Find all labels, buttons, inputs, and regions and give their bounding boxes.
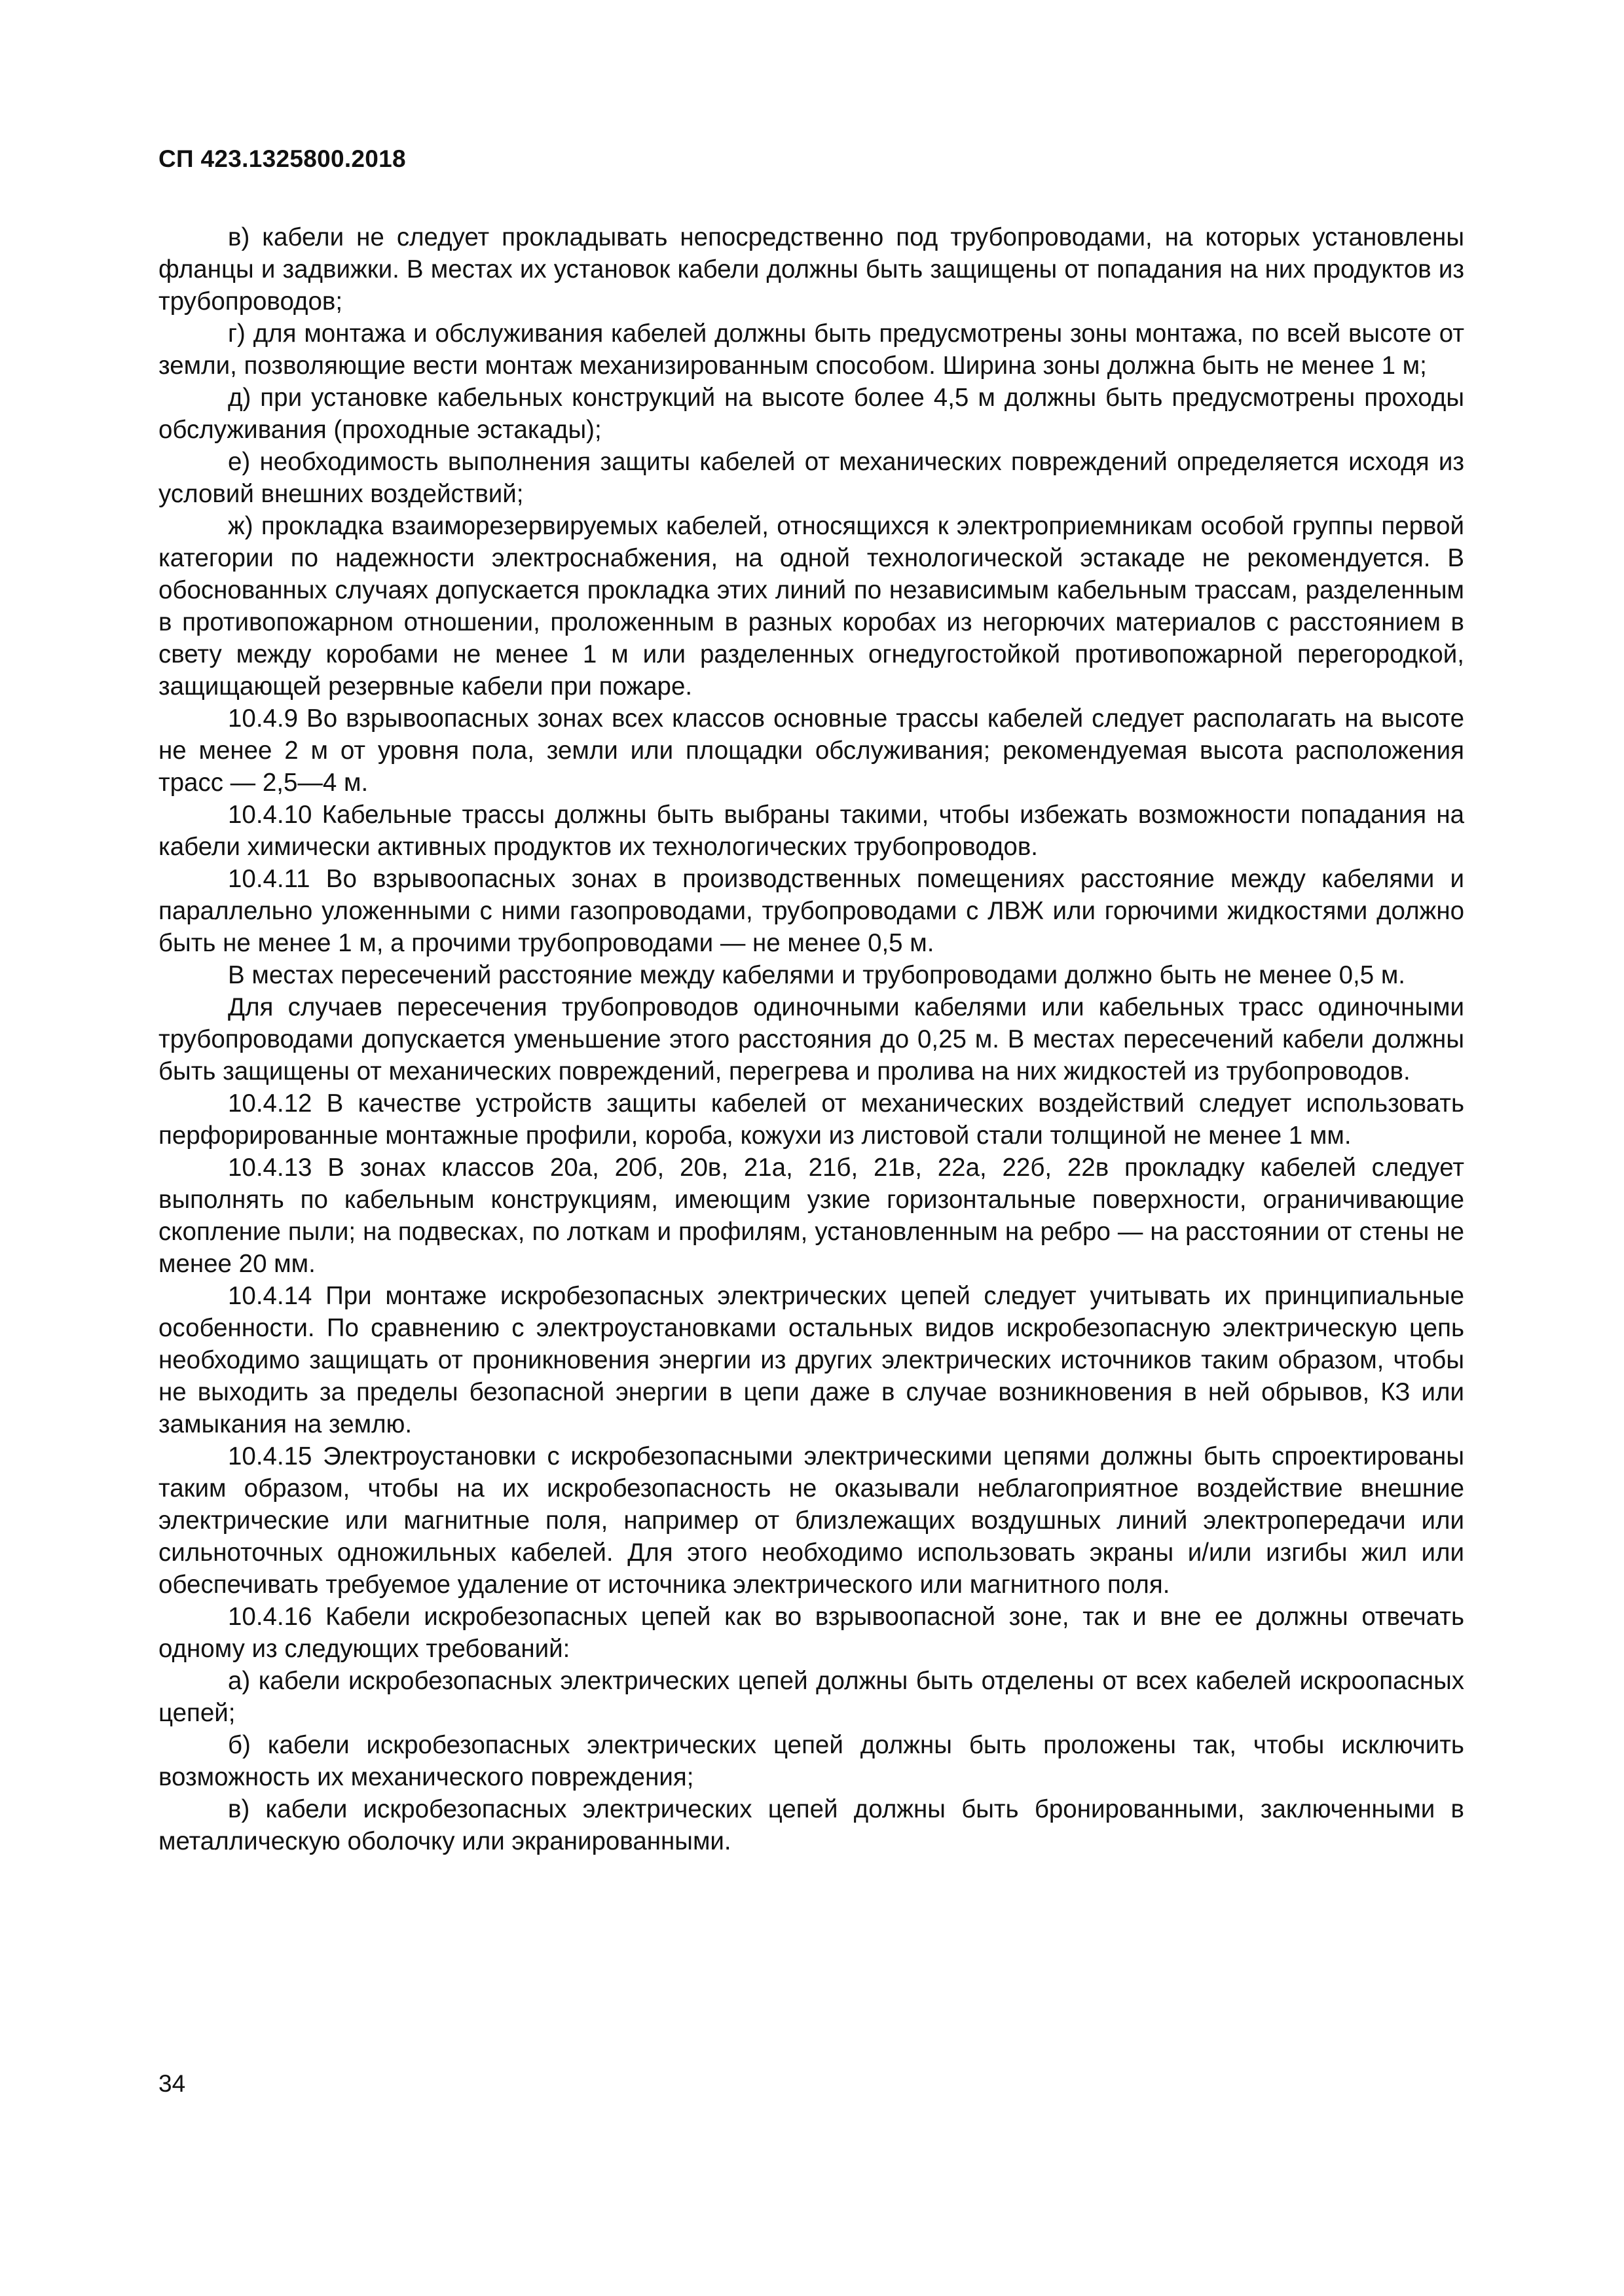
paragraph-10-4-12: 10.4.12 В качестве устройств защиты кабелей от механических воздействий следует использовать перфорированные монтажные профили, короба, кожухи из листовой стали толщиной не менее 1 мм. bbox=[158, 1089, 1464, 1150]
paragraph-crossings: В местах пересечений расстояние между кабелями и трубопроводами должно быть не менее 0,5 м. bbox=[228, 961, 1405, 989]
paragraph-10-4-11: 10.4.11 Во взрывоопасных зонах в производственных помещениях расстояние между кабелями и параллельно уложенными с ними газопроводами, трубопроводами с ЛВЖ или горючими жидкостями должно быть не менее 1 м, а прочими трубопроводами — не менее 0,5 м. bbox=[158, 865, 1464, 957]
paragraph-10-4-15: 10.4.15 Электроустановки с искробезопасными электрическими цепями должны быть спроектированы таким образом, чтобы на их искробезопасность не оказывали неблагоприятное воздействие внешние электрические или магнитные поля, например от близлежащих воздушных линий электропередачи или сильноточных одножильных кабелей. Для этого необходимо использовать экраны и/или изгибы жил или обеспечивать требуемое удаление от источника электрического или магнитного поля. bbox=[158, 1442, 1464, 1599]
paragraph-10-4-13: 10.4.13 В зонах классов 20а, 20б, 20в, 21а, 21б, 21в, 22а, 22б, 22в прокладку кабелей следует выполнять по кабельным конструкциям, имеющим узкие горизонтальные поверхности, ограничивающие скопление пыли; на подвесках, по лоткам и профилям, установленным на ребро — на расстоянии от стены не менее 20 мм. bbox=[158, 1154, 1464, 1278]
paragraph-item-v: в) кабели не следует прокладывать непосредственно под трубопроводами, на которых установлены фланцы и задвижки. В местах их установок кабели должны быть защищены от попадания на них продуктов из трубопроводов; bbox=[158, 223, 1464, 316]
document-code: СП 423.1325800.2018 bbox=[158, 145, 406, 172]
paragraph-10-4-14: 10.4.14 При монтаже искробезопасных электрических цепей следует учитывать их принципиальные особенности. По сравнению с электроустановками остальных видов искробезопасную электрическую цепь необходимо защищать от проникновения энергии из других электрических источников таким образом, чтобы не выходить за пределы безопасной энергии в цепи даже в случае возникновения в ней обрывов, КЗ или замыкания на землю. bbox=[158, 1282, 1464, 1438]
paragraph-item-b: б) кабели искробезопасных электрических цепей должны быть проложены так, чтобы исключить возможность их механического повреждения; bbox=[158, 1731, 1464, 1791]
paragraph-10-4-16: 10.4.16 Кабели искробезопасных цепей как во взрывоопасной зоне, так и вне ее должны отвечать одному из следующих требований: bbox=[158, 1603, 1464, 1663]
paragraph-item-a: а) кабели искробезопасных электрических цепей должны быть отделены от всех кабелей искроопасных цепей; bbox=[158, 1667, 1464, 1727]
page-number: 34 bbox=[158, 2070, 186, 2097]
body-text bbox=[158, 221, 1464, 1857]
paragraph-item-g: г) для монтажа и обслуживания кабелей должны быть предусмотрены зоны монтажа, по всей высоте от земли, позволяющие вести монтаж механизированным способом. Ширина зоны должна быть не менее 1 м; bbox=[158, 319, 1464, 380]
paragraph-10-4-10: 10.4.10 Кабельные трассы должны быть выбраны такими, чтобы избежать возможности попадания на кабели химически активных продуктов их технологических трубопроводов. bbox=[158, 801, 1464, 861]
paragraph-item-v-final: в) кабели искробезопасных электрических цепей должны быть бронированными, заключенными в металлическую оболочку или экранированными. bbox=[158, 1795, 1464, 1855]
paragraph-item-d: д) при установке кабельных конструкций на высоте более 4,5 м должны быть предусмотрены проходы обслуживания (проходные эстакады); bbox=[158, 384, 1464, 444]
paragraph-item-zh: ж) прокладка взаиморезервируемых кабелей, относящихся к электроприемникам особой группы первой категории по надежности электроснабжения, на одной технологической эстакаде не рекомендуется. В обоснованных случаях допускается прокладка этих линий по независимым кабельным трассам, разделенным в противопожарном отношении, проложенным в разных коробах из негорючих материалов с расстоянием в свету между коробами не менее 1 м или разделенных огнедугостойкой противопожарной перегородкой, защищающей резервные кабели при пожаре. bbox=[158, 512, 1464, 701]
paragraph-10-4-9: 10.4.9 Во взрывоопасных зонах всех классов основные трассы кабелей следует располагать на высоте не менее 2 м от уровня пола, земли или площадки обслуживания; рекомендуемая высота расположения трасс — 2,5—4 м. bbox=[158, 704, 1464, 797]
paragraph-single-crossings: Для случаев пересечения трубопроводов одиночными кабелями или кабельных трасс одиночными трубопроводами допускается уменьшение этого расстояния до 0,25 м. В местах пересечений кабели должны быть защищены от механических повреждений, перегрева и пролива на них жидкостей из трубопроводов. bbox=[158, 993, 1464, 1085]
paragraph-item-e: е) необходимость выполнения защиты кабелей от механических повреждений определяется исходя из условий внешних воздействий; bbox=[158, 448, 1464, 508]
